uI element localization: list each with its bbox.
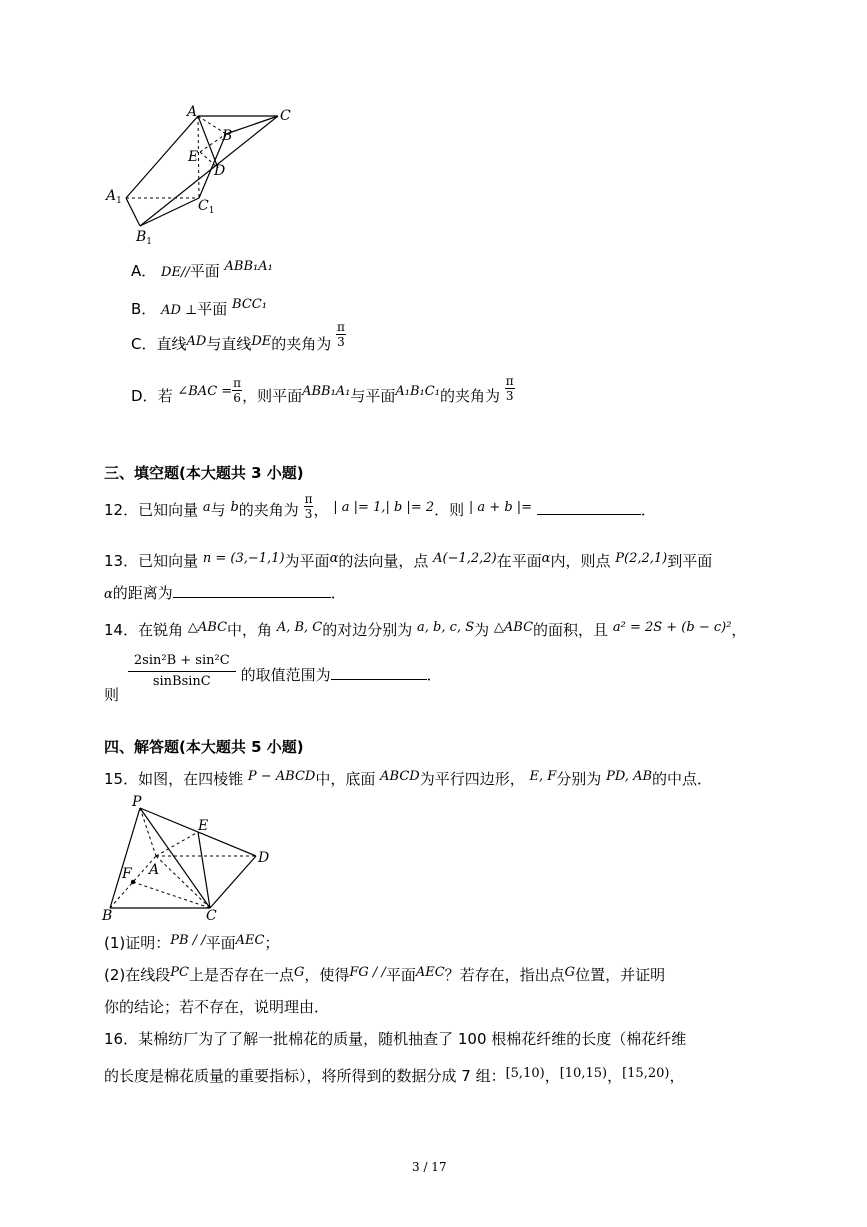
answer-blank[interactable] xyxy=(537,500,641,515)
interval: [5,10) xyxy=(505,1066,545,1081)
math-expr: FG / / xyxy=(349,965,386,980)
answer-blank[interactable] xyxy=(173,583,331,598)
math-expr: ∠BAC = xyxy=(177,384,233,399)
question-13-line2: α的距离为 ． xyxy=(104,584,346,602)
vertex-P: P xyxy=(132,794,142,810)
math-expr: | a + b |= xyxy=(468,500,533,515)
math-expr: AEC xyxy=(235,933,265,948)
question-number: 16． xyxy=(104,1030,139,1048)
fraction: $\frac{\pi}{3}$ xyxy=(337,320,345,349)
section-4-title: 四、解答题(本大题共 5 小题) xyxy=(104,738,304,756)
vertex-C1: $C_1$ xyxy=(198,198,215,216)
option-label: A． xyxy=(131,262,157,280)
math-expr: ABB₁A₁ xyxy=(302,384,351,399)
vertex-A: A xyxy=(187,104,198,120)
interval: [15,20) xyxy=(622,1066,670,1081)
vertex-A: A xyxy=(149,862,160,878)
option-text: 平面 xyxy=(189,262,220,280)
option-b xyxy=(131,298,267,319)
vector-b: b xyxy=(230,500,239,515)
vertex-E: E xyxy=(188,149,199,165)
option-text: 的夹角为 xyxy=(439,387,500,405)
math-expr: AD ⊥ xyxy=(161,303,198,318)
math-expr: DE xyxy=(251,334,272,349)
option-text: 若 xyxy=(157,387,173,405)
math-expr: DE// xyxy=(161,265,190,280)
vertex-C: C xyxy=(206,908,217,924)
math-expr: A₁B₁C₁ xyxy=(395,384,440,399)
math-expr: P(2,2,1) xyxy=(615,551,668,566)
math-expr: a, b, c, S xyxy=(417,620,475,635)
fraction: $\frac{\pi}{3}$ xyxy=(304,492,313,521)
vertex-A1: $A_1$ xyxy=(106,188,122,206)
math-expr: E, F xyxy=(529,769,557,784)
fraction: $\frac{\pi}{3}$ xyxy=(505,374,514,403)
pyramid-figure xyxy=(100,790,280,925)
math-expr: G xyxy=(564,965,576,980)
math-expr: A(−1,2,2) xyxy=(433,551,497,566)
question-16: 16．某棉纺厂为了了解一批棉花的质量，随机抽查了 100 根棉花纤维的长度（棉花纤维 xyxy=(104,1030,687,1048)
option-label: B． xyxy=(131,300,157,318)
math-expr: PB / / xyxy=(170,933,206,948)
question-12: 12．已知向量 a与 b的夹角为 $\frac{\pi}{3}$ ， | a |= 1,| b |= 2．则 | a + b |= ． xyxy=(104,492,656,521)
math-expr: ABB₁A₁ xyxy=(224,259,273,274)
question-14-line2: 则 $\frac{\text{2sin²B + sin²C}}{\text{sinBsinC}}$ 的取值范围为 ． xyxy=(104,653,442,704)
question-15: 15．如图，在四棱锥 P − ABCD中，底面 ABCD为平行四边形， E, F分别为 PD, AB的中点． xyxy=(104,769,713,788)
math-expr: BCC₁ xyxy=(232,297,267,312)
math-expr: α xyxy=(329,551,339,566)
interval: [10,15) xyxy=(559,1066,608,1081)
page-number: 3 / 17 xyxy=(412,1160,447,1174)
math-expr: PD, AB xyxy=(606,769,653,784)
option-text: 与平面 xyxy=(350,387,396,405)
math-expr: A, B, C xyxy=(276,620,323,635)
option-c xyxy=(131,320,346,359)
question-15-part2: (2)在线段PC上是否存在一点G，使得FG / /平面AEC？若存在，指出点G位置，并证明 xyxy=(104,965,666,984)
question-number: 13． xyxy=(104,552,139,570)
vertex-C: C xyxy=(280,108,291,124)
vector-a: a xyxy=(202,500,211,515)
section-3-title: 三、填空题(本大题共 3 小题) xyxy=(104,464,304,482)
question-14: 14．在锐角 △ABC中，角 A, B, C的对边分别为 a, b, c, S为 △ABC的面积，且 a² = 2S + (b − c)²， xyxy=(104,620,747,639)
option-text: ，则平面 xyxy=(242,387,303,405)
vertex-E: E xyxy=(198,818,209,834)
vertex-D: D xyxy=(258,850,270,866)
question-15-part2-line2: 你的结论；若不存在，说明理由． xyxy=(104,998,330,1016)
question-13: 13．已知向量 n = (3,−1,1)为平面α的法向量，点 A(−1,2,2)在平面α内，则点 P(2,2,1)到平面 xyxy=(104,551,713,570)
question-15-part1: (1)证明：PB / /平面AEC； xyxy=(104,933,280,952)
math-expr: △ABC xyxy=(493,620,534,635)
question-16-line2: 的长度是棉花质量的重要指标），将所得到的数据分成 7 组：[5,10)，[10,15)，[15,20)， xyxy=(104,1066,685,1085)
vertex-D: D xyxy=(214,163,226,179)
math-expr: a² = 2S + (b − c)² xyxy=(612,620,732,635)
question-number: 12． xyxy=(104,501,139,519)
question-number: 14． xyxy=(104,621,139,639)
math-expr: AD xyxy=(186,334,207,349)
math-expr: AEC xyxy=(415,965,445,980)
math-expr: △ABC xyxy=(187,620,228,635)
math-expr: ABCD xyxy=(380,769,420,784)
option-text: 平面 xyxy=(197,300,228,318)
vertex-B1: $B_1$ xyxy=(136,229,153,247)
vertex-F: F xyxy=(122,866,132,882)
option-label: D． xyxy=(131,387,158,405)
question-number: 15． xyxy=(104,770,139,788)
math-expr: | a |= 1,| b |= 2 xyxy=(333,500,435,515)
option-text: 的夹角为 xyxy=(271,335,332,353)
vertex-B: B xyxy=(102,908,113,924)
option-text: 与直线 xyxy=(206,335,252,353)
vertex-B: B xyxy=(222,128,233,144)
prism-figure xyxy=(100,100,300,250)
math-expr: P − ABCD xyxy=(247,769,316,784)
option-text: 直线 xyxy=(156,335,187,353)
answer-blank[interactable] xyxy=(331,665,427,680)
option-d xyxy=(131,374,515,411)
math-expr: α xyxy=(541,551,551,566)
math-expr: n = (3,−1,1) xyxy=(202,551,285,566)
math-expr: α xyxy=(104,587,113,602)
option-a xyxy=(131,260,273,281)
fraction: $\frac{\text{2sin²B + sin²C}}{\text{sinBsinC}}$ xyxy=(128,651,236,692)
option-label: C． xyxy=(131,335,157,353)
math-expr: PC xyxy=(170,965,189,980)
math-expr: G xyxy=(293,965,305,980)
fraction: $\frac{\pi}{6}$ xyxy=(233,376,242,405)
